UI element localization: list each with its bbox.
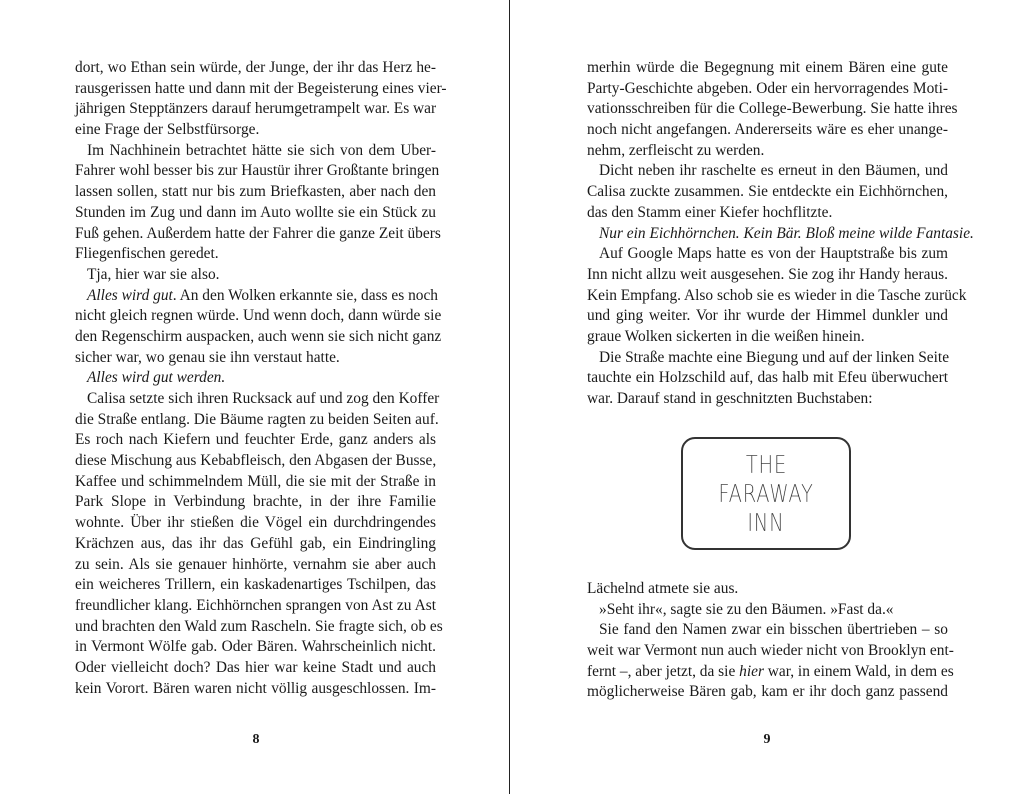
- text-line: [75, 79, 447, 100]
- text-line: [75, 658, 436, 679]
- text-line: [75, 513, 436, 534]
- text-segment: eine Frage der Selbstfürsorge.: [75, 121, 260, 139]
- text-line: [587, 368, 948, 389]
- sign-text-line: FARAWAY: [718, 479, 814, 508]
- text-segment: fernt –, aber jetzt, da sie: [587, 662, 740, 680]
- text-line: [587, 161, 948, 182]
- text-segment: Auf Google Maps hatte es von der Hauptstraße bis zum: [599, 245, 948, 263]
- text-line: [587, 348, 948, 369]
- text-segment: Oder vielleicht doch? Das hier war keine Stadt und auch: [75, 658, 436, 676]
- text-line: [75, 244, 436, 265]
- text-line: [587, 99, 958, 120]
- text-segment: Tja, hier war sie also.: [87, 265, 220, 283]
- text-line: [587, 327, 948, 348]
- text-line: [587, 203, 948, 224]
- text-line: [587, 141, 948, 162]
- text-segment: Im Nachhinein betrachtet hätte sie sich von dem Uber-: [87, 141, 436, 159]
- page-number: 9: [763, 732, 771, 747]
- text-segment: weit war Vermont nun auch wieder nicht von Brooklyn ent-: [587, 642, 954, 660]
- faraway-inn-sign-illustration: [681, 437, 851, 550]
- text-line: [587, 224, 974, 245]
- right-page: [510, 0, 1020, 794]
- text-line: [75, 637, 436, 658]
- text-segment: Fuß gehen. Außerdem hatte der Fahrer die ganze Zeit übers: [75, 224, 441, 242]
- text-line: [587, 79, 948, 100]
- text-segment: Park Slope in Verbindung brachte, in der ihre Familie: [75, 493, 436, 511]
- text-segment: Sie fand den Namen zwar ein bisschen übertrieben – so: [599, 621, 948, 639]
- text-line: [587, 389, 948, 410]
- text-segment: Kaffee und schimmelndem Müll, die sie mit der Straße in: [75, 472, 436, 490]
- text-line: [587, 620, 948, 641]
- text-line: [75, 534, 436, 555]
- text-line: [587, 306, 948, 327]
- text-line: [587, 58, 948, 79]
- text-segment: war. Darauf stand in geschnitzten Buchstaben:: [587, 390, 873, 407]
- text-segment: graue Wolken sickerten in die weißen hinein.: [587, 327, 865, 345]
- sign-text-line: THE: [745, 450, 787, 479]
- text-line: [75, 430, 436, 451]
- text-line: [75, 327, 442, 348]
- text-segment: Fliegenfischen geredet.: [75, 245, 219, 263]
- text-line: [587, 286, 967, 307]
- text-segment: Die Straße machte eine Biegung und auf der linken Seite: [599, 348, 950, 366]
- text-segment: Dicht neben ihr raschelte es erneut in den Bäumen, und: [599, 162, 948, 180]
- text-line: [75, 472, 436, 493]
- text-segment: noch nicht angefangen. Andererseits wäre es eher unange-: [587, 121, 948, 139]
- text-segment: lassen sollen, statt nur bis zum Briefkasten, aber nach den: [75, 183, 436, 201]
- text-segment: merhin würde die Begegnung mit einem Bären eine gute: [587, 59, 948, 76]
- text-line: [75, 203, 436, 224]
- text-line: [75, 120, 436, 141]
- page-number: 8: [252, 732, 260, 747]
- text-segment: jährigen Stepptänzers darauf herumgetrampelt war. Es war: [75, 100, 437, 118]
- text-segment: nehm, zerfleischt zu werden.: [587, 141, 765, 159]
- sign-text-line: INN: [747, 508, 785, 537]
- text-line: [75, 451, 436, 472]
- text-segment: wohnte. Über ihr stießen die Vögel ein durchdringendes: [75, 514, 436, 532]
- text-segment: nicht gleich regnen würde. Und wenn doch, dann würde sie: [75, 307, 442, 325]
- text-line: [75, 286, 436, 307]
- text-segment: sicher war, wo genau sie ihn verstaut hatte.: [75, 348, 340, 366]
- text-line: [75, 182, 436, 203]
- text-segment: »Seht ihr«, sagte sie zu den Bäumen. »Fast da.«: [599, 600, 894, 618]
- text-segment: Party-Geschichte abgeben. Oder ein hervorragendes Moti-: [587, 79, 948, 97]
- text-segment: Kein Empfang. Also schob sie es wieder in die Tasche zurück: [587, 286, 967, 304]
- text-segment: das den Stamm einer Kiefer hochflitzte.: [587, 203, 833, 221]
- text-line: [587, 120, 948, 141]
- text-segment: ein weicheres Trillern, ein kaskadenartiges Tschilpen, das: [75, 576, 436, 594]
- text-line: [587, 265, 948, 286]
- text-line: [75, 58, 436, 79]
- text-line: [75, 265, 436, 286]
- text-segment: kein Vorort. Bären waren nicht völlig ausgeschlossen. Im-: [75, 679, 436, 697]
- text-segment: in Vermont Wölfe gab. Oder Bären. Wahrscheinlich nicht.: [75, 638, 436, 656]
- text-segment: war, in einem Wald, in dem es: [763, 662, 954, 680]
- text-segment: Stunden im Zug und dann im Auto wollte sie ein Stück zu: [75, 203, 436, 221]
- body-text-column: [587, 58, 974, 410]
- text-line: [75, 617, 443, 638]
- text-line: [75, 679, 436, 700]
- text-line: [75, 224, 441, 245]
- text-segment: Calisa zuckte zusammen. Sie entdeckte ein Eichhörnchen,: [587, 183, 948, 201]
- text-segment: die Straße entlang. Die Bäume ragten zu beiden Seiten auf.: [75, 410, 439, 428]
- text-line: [587, 182, 948, 203]
- text-line: [75, 410, 439, 431]
- text-line: [587, 579, 948, 600]
- body-text-column: [75, 58, 447, 699]
- text-segment: . An den Wolken erkannte sie, dass es noch: [172, 286, 438, 304]
- text-segment: Lächelnd atmete sie aus.: [587, 580, 739, 597]
- text-line: [587, 641, 954, 662]
- text-line: [587, 600, 948, 621]
- text-line: [75, 492, 436, 513]
- italic-text: Nur ein Eichhörnchen. Kein Bär. Bloß meine wilde Fantasie.: [599, 224, 974, 242]
- text-line: [75, 368, 436, 389]
- text-line: [75, 555, 436, 576]
- text-segment: möglicherweise Bären gab, kam er ihr doch ganz passend: [587, 683, 948, 701]
- text-segment: vationsschreiben für die College-Bewerbung. Sie hatte ihres: [587, 100, 958, 118]
- text-segment: freundlicher klang. Eichhörnchen sprangen von Ast zu Ast: [75, 596, 436, 614]
- italic-text: hier: [739, 662, 764, 680]
- italic-text: Alles wird gut werden.: [87, 369, 226, 387]
- text-segment: Fahrer wohl besser bis zur Haustür ihrer Großtante bringen: [75, 162, 440, 180]
- text-segment: den Regenschirm auspacken, auch wenn sie sich nicht ganz: [75, 327, 442, 345]
- text-line: [75, 141, 436, 162]
- body-text-column: [587, 579, 954, 703]
- text-line: [75, 99, 436, 120]
- text-line: [75, 575, 436, 596]
- italic-text: Alles wird gut: [87, 286, 173, 304]
- text-segment: diese Mischung aus Kebabfleisch, den Abgasen der Busse,: [75, 452, 437, 470]
- text-line: [587, 662, 954, 683]
- text-segment: und ging weiter. Vor ihr wurde der Himmel dunkler und: [587, 307, 948, 325]
- text-line: [587, 244, 948, 265]
- text-line: [75, 389, 440, 410]
- text-segment: Inn nicht allzu weit ausgesehen. Sie zog ihr Handy heraus.: [587, 265, 948, 283]
- text-segment: dort, wo Ethan sein würde, der Junge, der ihr das Herz he-: [75, 59, 436, 76]
- text-line: [75, 348, 436, 369]
- text-segment: Es roch nach Kiefern und feuchter Erde, ganz anders als: [75, 431, 436, 449]
- text-line: [587, 682, 948, 703]
- text-line: [75, 306, 442, 327]
- text-line: [75, 596, 436, 617]
- text-segment: tauchte ein Holzschild auf, das halb mit Efeu überwuchert: [587, 369, 948, 387]
- text-segment: Calisa setzte sich ihren Rucksack auf und zog den Koffer: [87, 390, 440, 407]
- text-line: [75, 161, 440, 182]
- text-segment: und brachten den Wald zum Rascheln. Sie fragte sich, ob es: [75, 617, 443, 635]
- text-segment: zu sein. Als sie genauer hinhörte, vernahm sie aber auch: [75, 555, 436, 573]
- text-segment: Krächzen aus, das ihr das Gefühl gab, ein Eindringling: [75, 534, 436, 552]
- text-segment: rausgerissen hatte und dann mit der Begeisterung eines vier-: [75, 79, 447, 97]
